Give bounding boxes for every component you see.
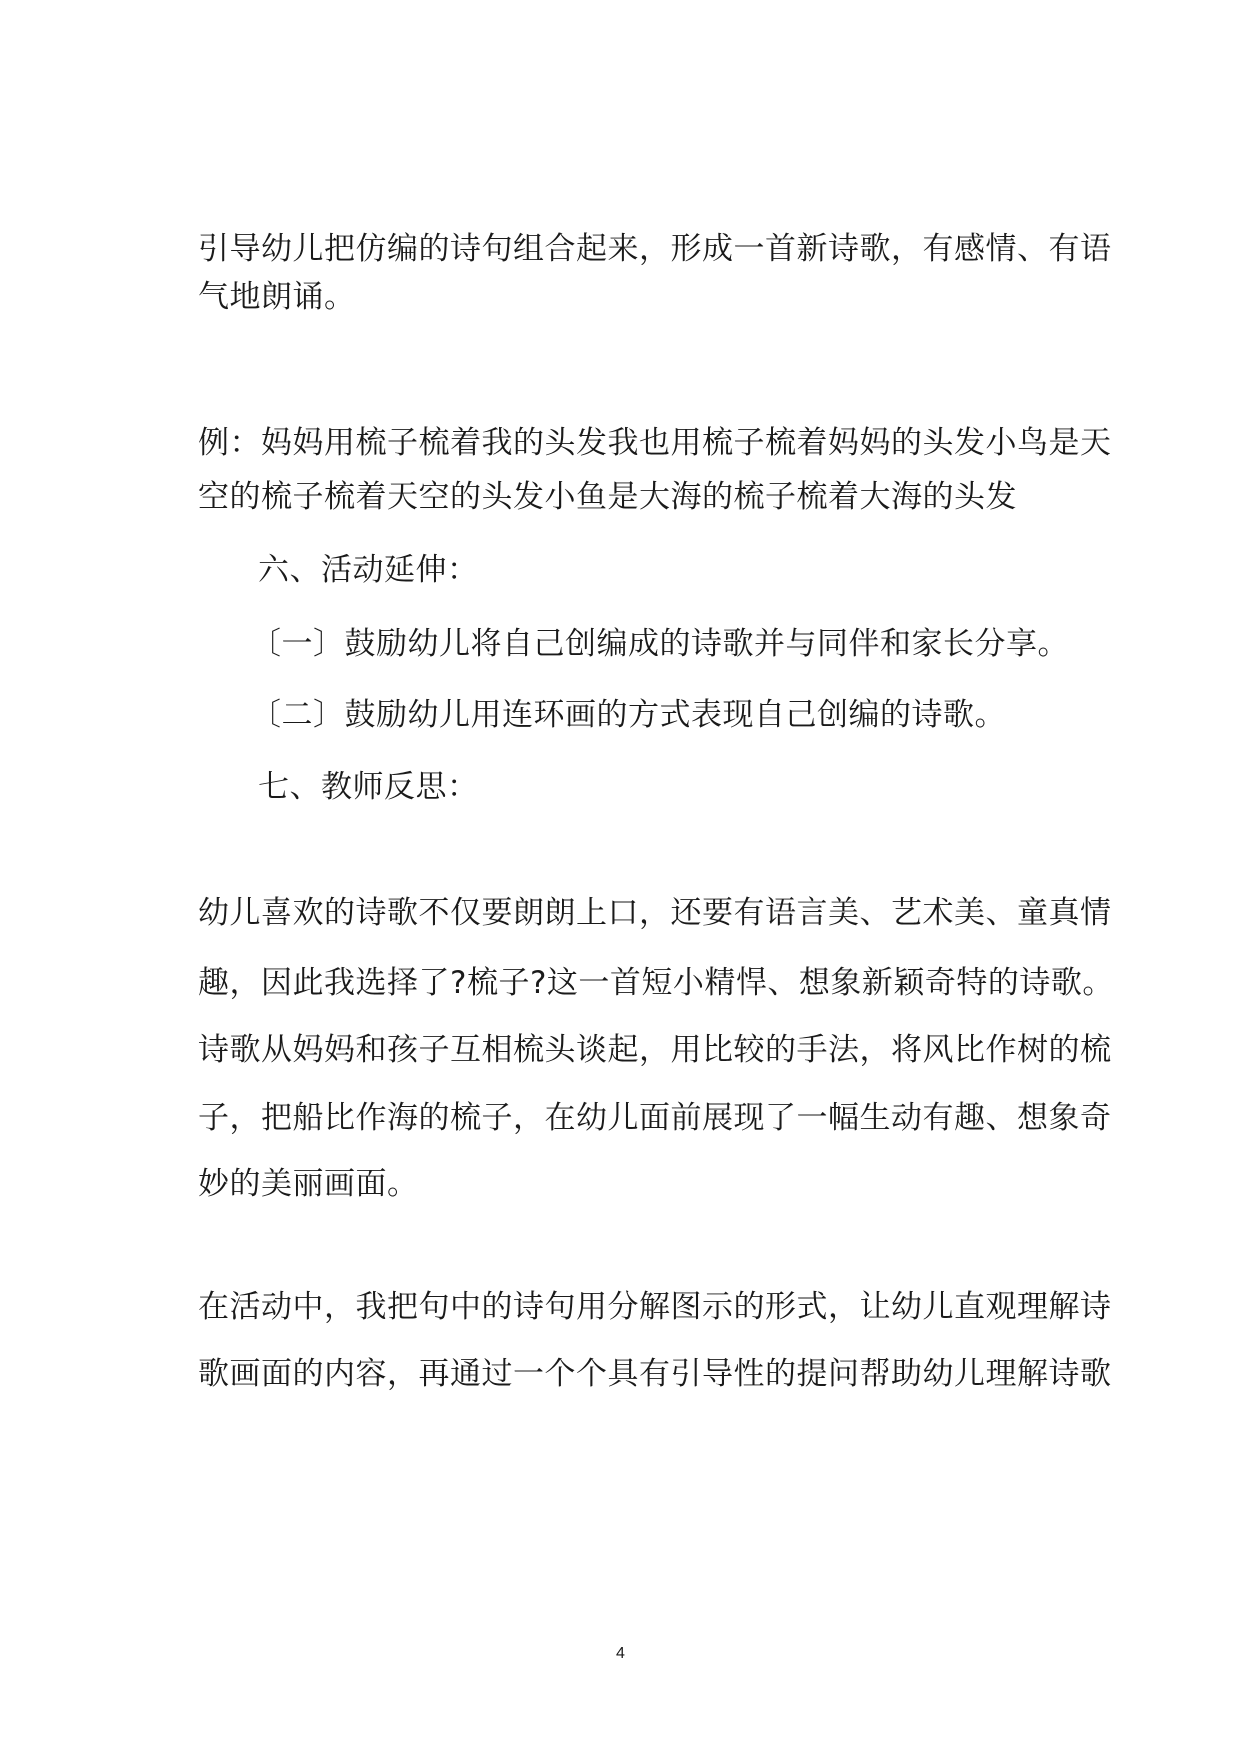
- text-line: 引导幼儿把仿编的诗句组合起来，形成一首新诗歌，有感情、有语: [198, 231, 1112, 267]
- text-line: 空的梳子梳着天空的头发小鱼是大海的梳子梳着大海的头发: [198, 479, 1017, 515]
- text-line: 气地朗诵。: [198, 279, 356, 315]
- text-line: 子，把船比作海的梳子，在幼儿面前展现了一幅生动有趣、想象奇: [198, 1100, 1112, 1136]
- text-line: 诗歌从妈妈和孩子互相梳头谈起，用比较的手法，将风比作树的梳: [198, 1032, 1112, 1068]
- text-line: 趣，因此我选择了?梳子?这一首短小精悍、想象新颖奇特的诗歌。: [198, 965, 1114, 1001]
- text-line: 在活动中，我把句中的诗句用分解图示的形式，让幼儿直观理解诗: [198, 1289, 1112, 1325]
- list-item: 〔一〕鼓励幼儿将自己创编成的诗歌并与同伴和家长分享。: [250, 626, 1069, 662]
- list-item: 〔二〕鼓励幼儿用连环画的方式表现自己创编的诗歌。: [250, 697, 1006, 733]
- page-number: 4: [616, 1645, 625, 1662]
- section-heading: 六、活动延伸：: [258, 552, 479, 588]
- text-line: 歌画面的内容，再通过一个个具有引导性的提问帮助幼儿理解诗歌: [198, 1356, 1112, 1392]
- text-line: 妙的美丽画面。: [198, 1166, 419, 1202]
- text-line: 幼儿喜欢的诗歌不仅要朗朗上口，还要有语言美、艺术美、童真情: [198, 895, 1112, 931]
- section-heading: 七、教师反思：: [258, 769, 479, 805]
- text-line: 例：妈妈用梳子梳着我的头发我也用梳子梳着妈妈的头发小鸟是天: [198, 425, 1112, 461]
